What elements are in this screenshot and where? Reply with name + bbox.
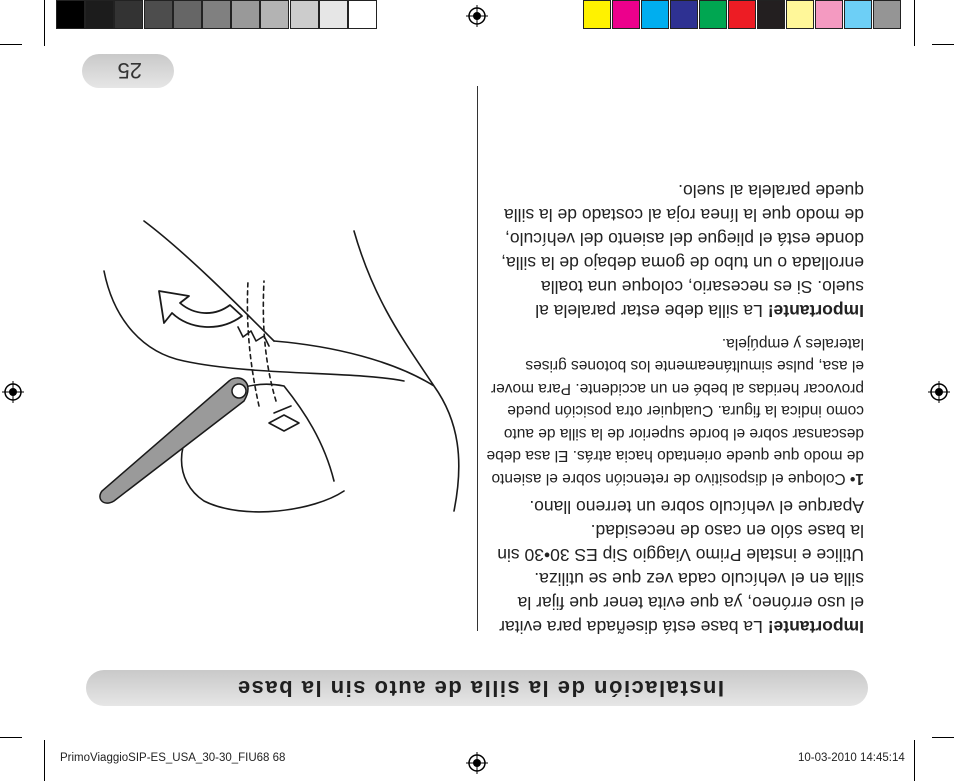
carry-handle xyxy=(100,378,248,503)
important-note-2: Importante! La silla debe estar paralela al suelo. Si es necesario, coloque una toalla enrollada o un tubo de goma debajo de la silla, donde está el pliegue del asiento del vehículo, de modo que la línea roja al costado de la silla quede paralela al suelo. xyxy=(501,181,864,322)
vehicle-seat-back-outline xyxy=(274,231,459,511)
slug-file-info: PrimoViaggioSIP-ES_USA_30-30_FIU68 68 xyxy=(60,752,286,764)
slug-timestamp: 10-03-2010 14:45:14 xyxy=(798,752,905,764)
seat-base-cushion xyxy=(104,271,404,381)
car-seat-illustration xyxy=(94,201,474,531)
column-divider xyxy=(477,86,478,631)
section-title: Instalación de la silla de auto sin la base xyxy=(236,676,724,701)
instruction-text xyxy=(484,180,864,640)
important-label: Importante! xyxy=(767,301,864,322)
seat-lock-detail xyxy=(269,406,299,431)
handle-pivot xyxy=(232,384,246,398)
step-1: 1• Coloque el dispositivo de retención sobre el asiento de modo que quede orientado hacia atrás. El asa debe descansar sobre el borde superior de la silla de auto como indica la figura. Cualquier otra posición puede provocar heridas al bebé en un accidente. Para mover el asa, pulse simultáneamente los botones grises laterales y empújela. xyxy=(486,335,864,487)
dashed-belt-path xyxy=(247,281,276,406)
important-label: Importante! xyxy=(767,617,864,637)
instruction-line: Aparque el vehículo sobre un terreno llano. xyxy=(529,497,864,517)
important-note-1: Importante! La base está diseñada para evitar el uso erróneo, ya que evita tener que fijar la silla en el vehículo cada vez que se utiliza. Utilice e instale Primo Viaggio Sip ES 30•30 sin la base sólo en caso de necesidad. xyxy=(497,521,864,637)
step-number: 1• xyxy=(849,470,864,487)
page-number: 25 xyxy=(117,58,142,83)
